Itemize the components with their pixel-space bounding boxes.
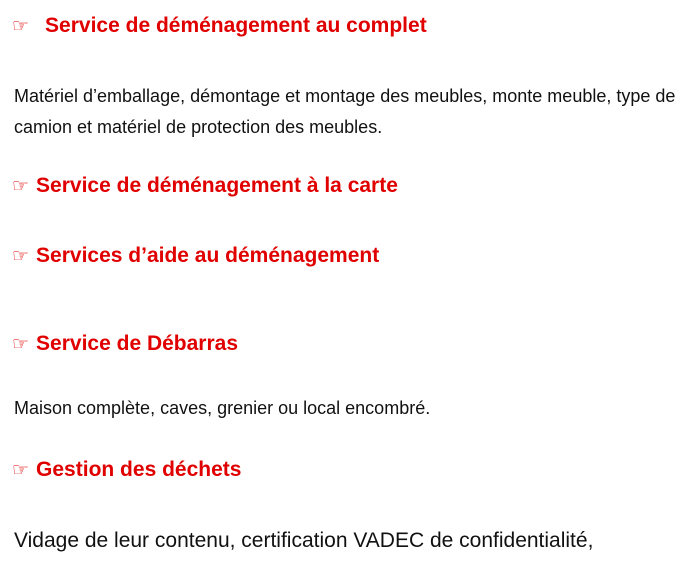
heading-text: Service de déménagement à la carte (36, 174, 398, 197)
paragraph-waste-management: Vidage de leur contenu, certification VADEC de confidentialité, (14, 529, 594, 552)
heading-text: Gestion des déchets (36, 458, 242, 481)
heading-text: Service de déménagement au complet (45, 14, 427, 37)
paragraph-full-service: Matériel d’emballage, démontage et montage des meubles, monte meuble, type de camion et matériel de protection des meubles. (14, 86, 676, 137)
paragraph-clearance: Maison complète, caves, grenier ou local encombré. (14, 398, 431, 418)
heading-text: Service de Débarras (36, 332, 239, 355)
heading-text: Services d’aide au déménagement (36, 244, 380, 267)
pointing-hand-icon: ☞ (12, 246, 30, 267)
pointing-hand-icon: ☞ (12, 16, 30, 37)
pointing-hand-icon: ☞ (12, 176, 30, 197)
heading-full-service (12, 12, 427, 41)
pointing-hand-icon: ☞ (12, 334, 30, 355)
heading-clearance (12, 330, 238, 359)
pointing-hand-icon: ☞ (12, 460, 30, 481)
heading-moving-help (12, 242, 379, 271)
heading-custom-service (12, 172, 398, 201)
heading-waste-management (12, 456, 241, 485)
